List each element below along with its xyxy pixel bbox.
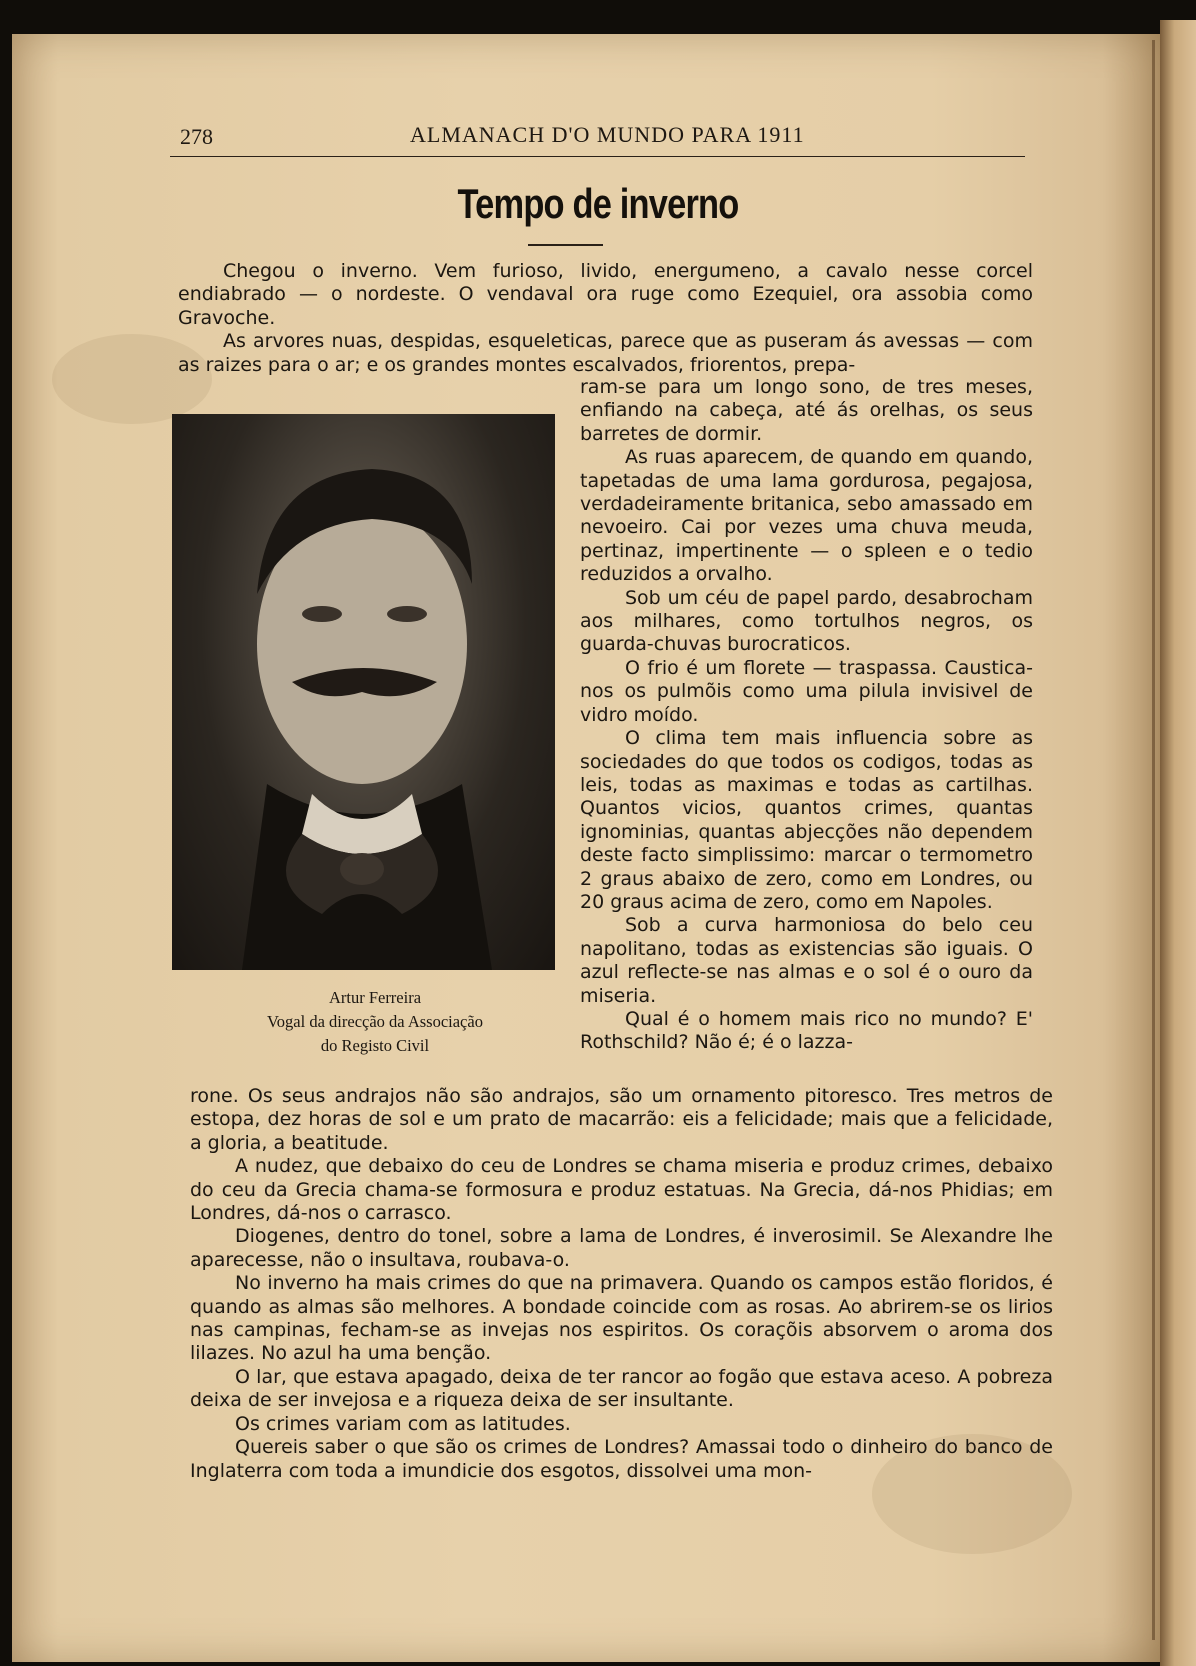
- paragraph: Quereis saber o que são os crimes de Londres? Amassai todo o dinheiro do banco de Inglaterra com toda a imundicie dos esgotos, dissolvei uma mon-: [190, 1436, 1053, 1482]
- paragraph: Os crimes variam com as latitudes.: [235, 1412, 571, 1435]
- title-rule: [528, 244, 603, 246]
- running-header: [170, 120, 1025, 157]
- next-page-edge: [1160, 20, 1196, 1666]
- paragraph: Sob a curva harmoniosa do belo ceu napolitano, todas as existencias são iguais. O azul reflecte-se nas almas e o sol é o ouro da miseria.: [580, 914, 1033, 1007]
- paragraph: ram-se para um longo sono, de tres meses, enfiando na cabeça, até ás orelhas, os seus barretes de dormir.: [580, 376, 1033, 445]
- article-text-top: [178, 260, 1033, 377]
- page-gutter-line: [1152, 40, 1155, 1640]
- photo-caption: [220, 986, 530, 1058]
- caption-role: Vogal da direcção da Associação: [267, 1012, 483, 1031]
- page-number: 278: [180, 124, 213, 149]
- paragraph: O lar, que estava apagado, deixa de ter rancor ao fogão que estava aceso. A pobreza deixa de ser invejosa e a riqueza deixa de ser insultante.: [190, 1365, 1053, 1412]
- portrait-illustration: [172, 414, 555, 970]
- paragraph: O frio é um florete — traspassa. Causticа-nos os pulmõis como uma pilula invisivel de vidro moído.: [580, 656, 1033, 726]
- paragraph: Sob um céu de papel pardo, desabrocham aos milhares, como tortulhos negros, os guarda-chuvas burocraticos.: [580, 586, 1033, 656]
- article-text-right-column: [580, 376, 1033, 1055]
- article-text-bottom: [190, 1085, 1053, 1483]
- paragraph: As ruas aparecem, de quando em quando, tapetadas de uma lama gordurosa, pegajosa, verdadeiramente britanica, sebo amassado em nevoeiro. Cai por vezes uma chuva meuda, pertinaz, impertinente — o spleen e o tedio reduzidos a orvalho.: [580, 446, 1033, 586]
- running-title: ALMANACH D'O MUNDO PARA 1911: [410, 122, 805, 147]
- paragraph: rone. Os seus andrajos não são andrajos, são um ornamento pitoresco. Tres metros de estopa, dez horas de sol e um prato de macarrão: eis a felicidade; mais que a felicidade, a gloria, a beatitude.: [190, 1085, 1053, 1154]
- caption-organization: do Registo Civil: [320, 1036, 430, 1055]
- paragraph: Diogenes, dentro do tonel, sobre a lama de Londres, é inverosimil. Se Alexandre lhe aparecesse, não o insultava, roubava-o.: [190, 1225, 1053, 1271]
- paragraph: Qual é o homem mais rico no mundo? E' Rothschild? Não é; é o lazza-: [580, 1007, 1033, 1054]
- paragraph: As arvores nuas, despidas, esqueleticas, parece que as puseram ás avessas — com as raizes para o ar; e os grandes montes escalvados, friorentos, prepa-: [178, 330, 1033, 376]
- caption-name: Artur Ferreira: [328, 988, 422, 1007]
- paragraph: A nudez, que debaixo do ceu de Londres se chama miseria e produz crimes, debaixo do ceu da Grecia chama-se formosura e produz estatuas. Na Grecia, dá-nos Phidias; em Londres, dá-nos o carrasco.: [190, 1155, 1053, 1225]
- portrait-photo: [172, 414, 555, 970]
- paragraph: O clima tem mais influencia sobre as sociedades do que todos os codigos, todas as leis, todas as maximas e todas as cartilhas. Quantos vicios, quantos crimes, quantas ignominias, quantas abjecções não dependem deste facto simplissimo: marcar o termometro 2 graus abaixo de zero, como em Londres, ou 20 graus acima de zero, como em Napoles.: [580, 727, 1033, 913]
- paragraph: Chegou o inverno. Vem furioso, livido, energumeno, a cavalo nesse corcel endiabrado — o nordeste. O vendaval ora ruge como Ezequiel, ora assobia como Gravoche.: [178, 260, 1033, 329]
- article-title: Tempo de inverno: [457, 180, 739, 227]
- paragraph: No inverno ha mais crimes do que na primavera. Quando os campos estão floridos, é quando as almas são melhores. A bondade coincide com as rosas. Ao abrirem-se os lirios nas campinas, fecham-se as invejas nos espiritos. Os coraçõis absorvem o aroma dos lilazes. No azul ha uma benção.: [190, 1272, 1053, 1365]
